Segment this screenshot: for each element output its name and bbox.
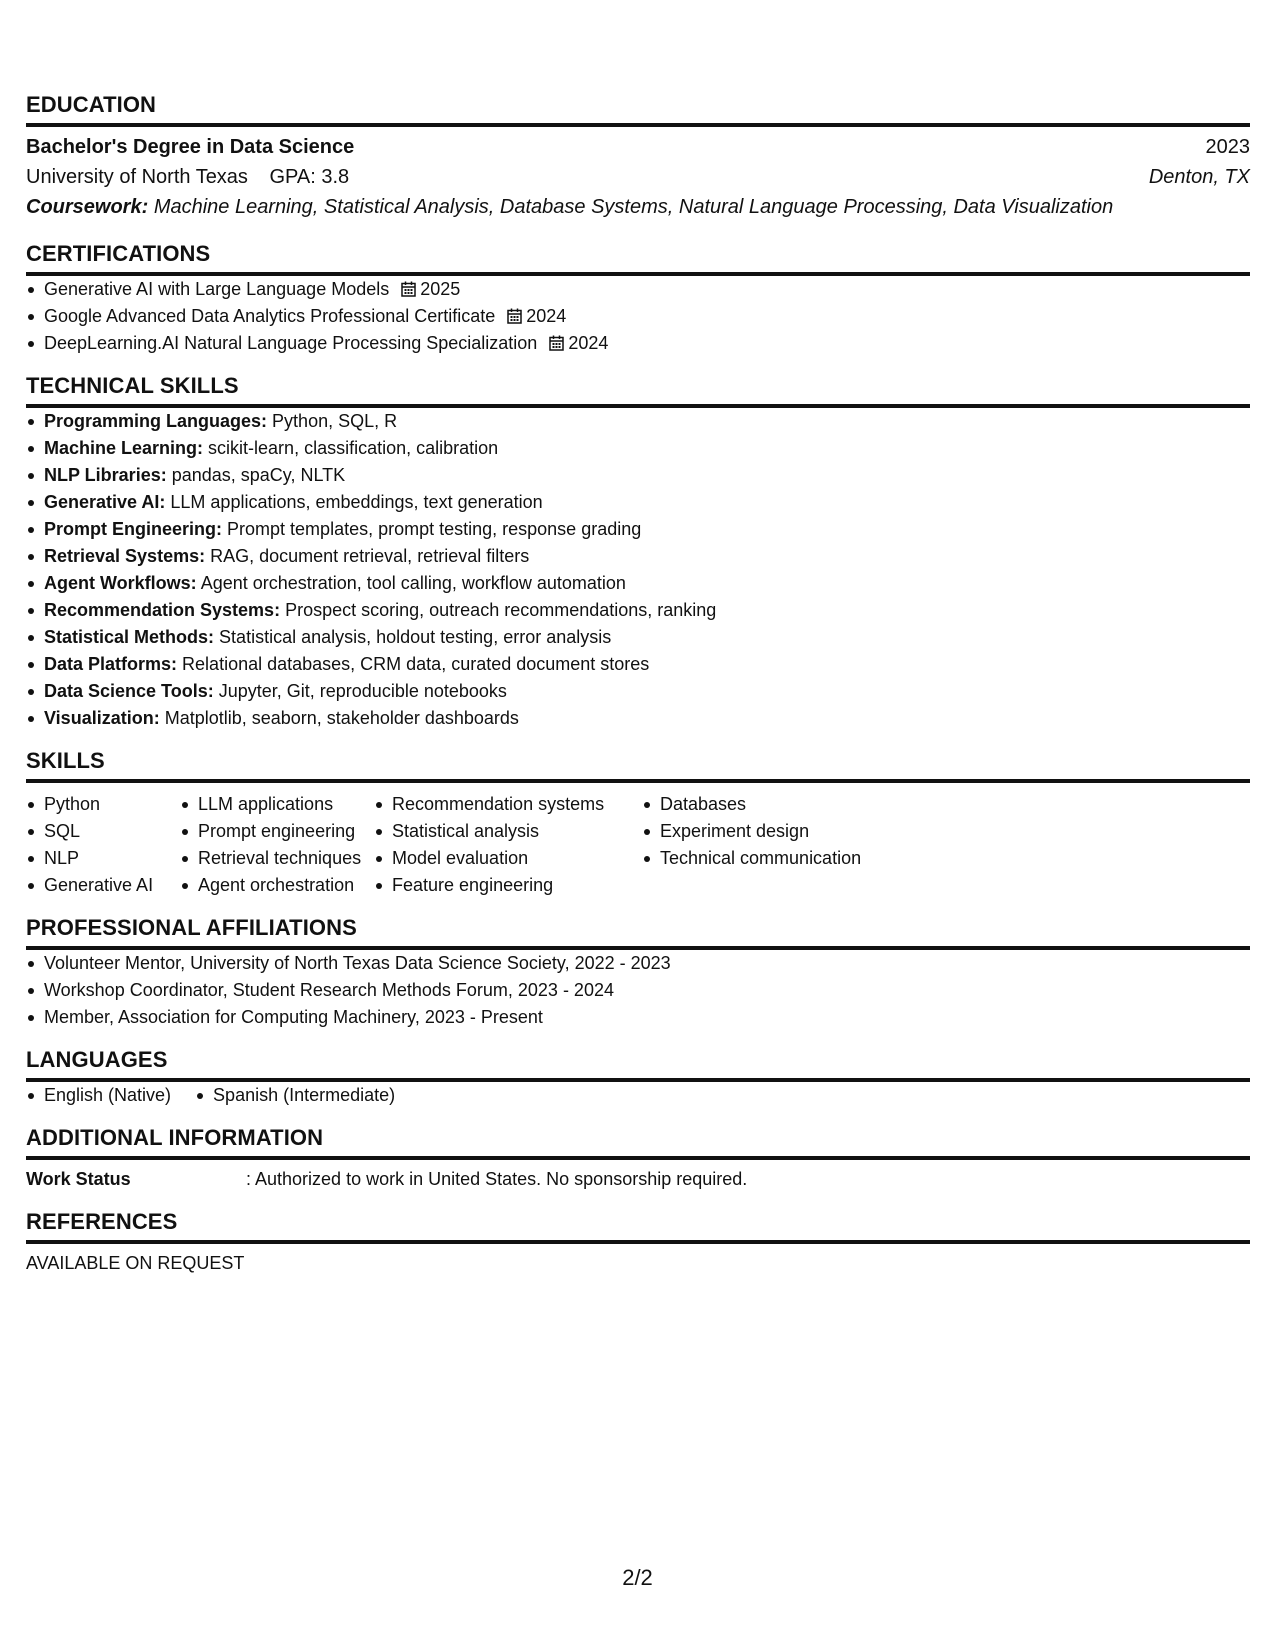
certifications-section xyxy=(26,241,1250,357)
skills-column xyxy=(642,791,902,899)
school-info xyxy=(26,166,349,189)
list-item: NLP xyxy=(26,845,180,872)
list-item xyxy=(26,462,1250,489)
certification-year: 2024 xyxy=(568,333,609,353)
work-status-label: Work Status xyxy=(26,1169,131,1189)
certification-name: Google Advanced Data Analytics Professional Certificate xyxy=(44,306,496,326)
skills-columns xyxy=(26,791,1250,899)
affiliations-heading: PROFESSIONAL AFFILIATIONS xyxy=(26,915,1250,950)
skills-heading: SKILLS xyxy=(26,748,1250,783)
languages-heading: LANGUAGES xyxy=(26,1047,1250,1082)
education-degree-row xyxy=(26,136,1250,159)
list-item xyxy=(26,276,1250,303)
languages-list xyxy=(26,1082,1250,1109)
references-section xyxy=(26,1209,1250,1274)
skill-category: Agent Workflows: xyxy=(44,573,197,593)
certifications-list xyxy=(26,276,1250,357)
skill-category: Statistical Methods: xyxy=(44,627,215,647)
skill-category: Machine Learning: xyxy=(44,438,204,458)
skill-category: Programming Languages: xyxy=(44,411,268,431)
graduation-year: 2023 xyxy=(1205,136,1250,158)
skill-values: Agent orchestration, tool calling, workflow automation xyxy=(200,573,626,593)
list-item: Databases xyxy=(642,791,902,818)
list-item xyxy=(26,516,1250,543)
list-item xyxy=(26,543,1250,570)
skill-category: NLP Libraries: xyxy=(44,465,167,485)
list-item: SQL xyxy=(26,818,180,845)
degree-title: Bachelor's Degree in Data Science xyxy=(26,136,355,158)
technical-skills-heading: TECHNICAL SKILLS xyxy=(26,373,1250,408)
list-item xyxy=(26,651,1250,678)
skill-category: Data Platforms: xyxy=(44,654,178,674)
page-number: 2/2 xyxy=(622,1565,653,1590)
skill-values: RAG, document retrieval, retrieval filters xyxy=(210,546,530,566)
education-section xyxy=(26,92,1250,219)
additional-info-section xyxy=(26,1125,1250,1193)
list-item: Generative AI xyxy=(26,872,180,899)
list-item xyxy=(26,330,1250,357)
list-item: Member, Association for Computing Machinery, 2023 - Present xyxy=(26,1004,1250,1031)
list-item xyxy=(26,408,1250,435)
list-item xyxy=(26,435,1250,462)
skill-values: Relational databases, CRM data, curated document stores xyxy=(182,654,650,674)
list-item: Model evaluation xyxy=(374,845,642,872)
list-item: Prompt engineering xyxy=(180,818,374,845)
list-item: Workshop Coordinator, Student Research Methods Forum, 2023 - 2024 xyxy=(26,977,1250,1004)
work-status-row xyxy=(26,1166,1250,1193)
list-item: Feature engineering xyxy=(374,872,642,899)
affiliations-list xyxy=(26,950,1250,1031)
calendar-icon xyxy=(401,281,416,297)
work-status-value: : Authorized to work in United States. No sponsorship required. xyxy=(246,1169,748,1189)
certification-name: DeepLearning.AI Natural Language Processing Specialization xyxy=(44,333,538,353)
skill-values: Prompt templates, prompt testing, response grading xyxy=(227,519,642,539)
skill-category: Generative AI: xyxy=(44,492,166,512)
list-item xyxy=(26,570,1250,597)
skill-values: Python, SQL, R xyxy=(272,411,398,431)
list-item: Volunteer Mentor, University of North Texas Data Science Society, 2022 - 2023 xyxy=(26,950,1250,977)
list-item: Agent orchestration xyxy=(180,872,374,899)
affiliations-section xyxy=(26,915,1250,1031)
list-item xyxy=(26,705,1250,732)
list-item: English (Native) xyxy=(26,1082,171,1109)
education-school-row xyxy=(26,166,1250,189)
technical-skills-list xyxy=(26,408,1250,732)
calendar-icon xyxy=(507,308,522,324)
education-heading: EDUCATION xyxy=(26,92,1250,127)
list-item xyxy=(26,597,1250,624)
skill-values: Jupyter, Git, reproducible notebooks xyxy=(218,681,507,701)
list-item: Recommendation systems xyxy=(374,791,642,818)
skills-column xyxy=(374,791,642,899)
skill-values: Statistical analysis, holdout testing, error analysis xyxy=(219,627,612,647)
list-item: Technical communication xyxy=(642,845,902,872)
calendar-icon xyxy=(549,335,564,351)
certification-name: Generative AI with Large Language Models xyxy=(44,279,390,299)
certification-year: 2025 xyxy=(420,279,461,299)
skills-section xyxy=(26,748,1250,899)
school-name: University of North Texas xyxy=(26,166,248,188)
references-text: AVAILABLE ON REQUEST xyxy=(26,1253,245,1273)
skills-column xyxy=(26,791,180,899)
skill-category: Retrieval Systems: xyxy=(44,546,206,566)
skill-values: Prospect scoring, outreach recommendations, ranking xyxy=(285,600,717,620)
skill-category: Recommendation Systems: xyxy=(44,600,281,620)
list-item xyxy=(26,678,1250,705)
certification-year: 2024 xyxy=(526,306,567,326)
list-item: Retrieval techniques xyxy=(180,845,374,872)
skill-values: LLM applications, embeddings, text generation xyxy=(170,492,543,512)
skills-column xyxy=(180,791,374,899)
coursework-label: Coursework: xyxy=(26,196,149,218)
list-item: Spanish (Intermediate) xyxy=(195,1082,395,1109)
skill-values: Matplotlib, seaborn, stakeholder dashboards xyxy=(164,708,519,728)
skill-category: Visualization: xyxy=(44,708,160,728)
list-item: Experiment design xyxy=(642,818,902,845)
resume-page xyxy=(26,92,1250,1274)
gpa: GPA: 3.8 xyxy=(269,166,350,188)
school-location: Denton, TX xyxy=(1148,166,1250,188)
coursework-list: Machine Learning, Statistical Analysis, Database Systems, Natural Language Processing, Data Visualization xyxy=(153,196,1114,218)
list-item xyxy=(26,303,1250,330)
certifications-heading: CERTIFICATIONS xyxy=(26,241,1250,276)
coursework xyxy=(26,196,1250,219)
additional-info-heading: ADDITIONAL INFORMATION xyxy=(26,1125,1250,1160)
skill-values: scikit-learn, classification, calibration xyxy=(208,438,499,458)
skill-category: Prompt Engineering: xyxy=(44,519,223,539)
list-item: LLM applications xyxy=(180,791,374,818)
list-item xyxy=(26,489,1250,516)
references-heading: REFERENCES xyxy=(26,1209,1250,1244)
list-item xyxy=(26,624,1250,651)
languages-section xyxy=(26,1047,1250,1109)
list-item: Statistical analysis xyxy=(374,818,642,845)
technical-skills-section xyxy=(26,373,1250,732)
skill-category: Data Science Tools: xyxy=(44,681,214,701)
list-item: Python xyxy=(26,791,180,818)
skill-values: pandas, spaCy, NLTK xyxy=(171,465,346,485)
